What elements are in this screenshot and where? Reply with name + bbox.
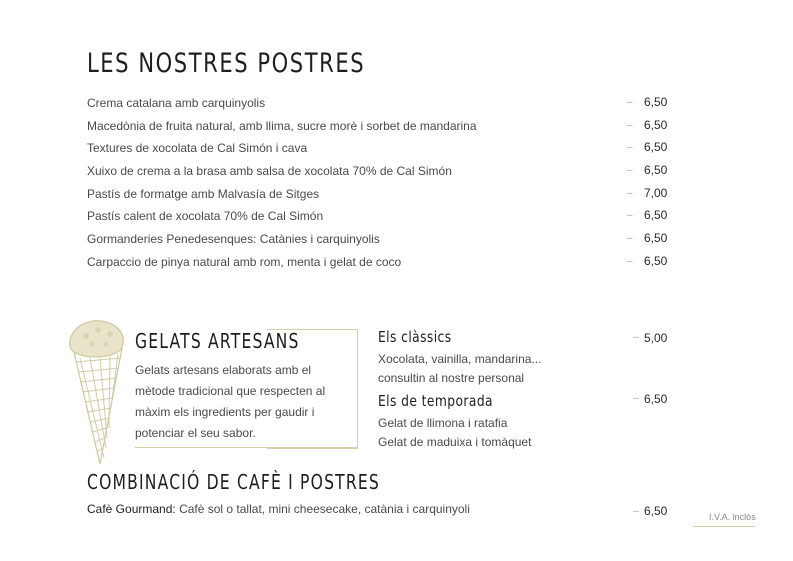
- menu-item-name: Macedònia de fruita natural, amb llima, sucre morè i sorbet de mandarina: [87, 119, 477, 133]
- temporada-line-1: Gelat de llimona i ratafia: [378, 416, 508, 430]
- combo-line: [87, 502, 470, 516]
- price-dash: –: [627, 120, 633, 131]
- ice-cream-cone-icon: [66, 318, 128, 466]
- menu-item-name: Xuixo de crema a la brasa amb salsa de xocolata 70% de Cal Simón: [87, 164, 452, 178]
- menu-item-price: 6,50: [644, 95, 668, 109]
- price-dash: –: [633, 332, 639, 343]
- menu-item-name: Gormanderies Penedesenques: Catànies i carquinyolis: [87, 232, 380, 246]
- combo-title: COMBINACIÓ DE CAFÈ I POSTRES: [87, 470, 380, 494]
- price-dash: –: [627, 97, 633, 108]
- menu-item-name: Crema catalana amb carquinyolis: [87, 96, 266, 110]
- menu-item-price: 6,50: [644, 231, 668, 245]
- menu-item-name: Pastís calent de xocolata 70% de Cal Simón: [87, 209, 324, 223]
- menu-item-name: Pastís de formatge amb Malvasía de Sitges: [87, 187, 320, 201]
- gelats-frame-bottom: [135, 447, 358, 448]
- menu-item-price: 6,50: [644, 163, 668, 177]
- price-dash: –: [627, 233, 633, 244]
- menu-item-price: 7,00: [644, 186, 668, 200]
- menu-item-price: 6,50: [644, 118, 668, 132]
- temporada-price: 6,50: [644, 392, 668, 406]
- classics-price: 5,00: [644, 331, 668, 345]
- menu-item-price: 6,50: [644, 208, 668, 222]
- price-dash: –: [627, 165, 633, 176]
- price-dash: –: [627, 188, 633, 199]
- temporada-title: Els de temporada: [378, 392, 494, 410]
- temporada-line-2: Gelat de maduixa i tomàquet: [378, 435, 532, 449]
- page-title: LES NOSTRES POSTRES: [87, 48, 366, 79]
- gelats-description: Gelats artesans elaborats amb el mètode tradicional que respecten al màxim els ingredients per gaudir i potenciar el seu sabor.: [135, 363, 326, 440]
- gelats-title: GELATS ARTESANS: [135, 329, 300, 353]
- price-dash: –: [633, 506, 639, 517]
- combo-label: Cafè Gourmand:: [87, 502, 176, 516]
- iva-note: I.V.A. inclòs: [709, 512, 756, 522]
- iva-underline: [693, 526, 755, 527]
- combo-text: Cafè sol o tallat, mini cheesecake, catània i carquinyoli: [179, 502, 470, 516]
- menu-item-price: 6,50: [644, 140, 668, 154]
- price-dash: –: [627, 256, 633, 267]
- classics-line-2: consultin al nostre personal: [378, 371, 525, 385]
- combo-price: 6,50: [644, 504, 668, 518]
- menu-item-price: 6,50: [644, 254, 668, 268]
- price-dash: –: [627, 210, 633, 221]
- price-dash: –: [627, 142, 633, 153]
- price-dash: –: [633, 393, 639, 404]
- classics-line-1: Xocolata, vainilla, mandarina...: [378, 352, 542, 366]
- menu-item-name: Textures de xocolata de Cal Simón i cava: [87, 141, 308, 155]
- classics-title: Els clàssics: [378, 328, 452, 346]
- menu-item-name: Carpaccio de pinya natural amb rom, menta i gelat de coco: [87, 255, 402, 269]
